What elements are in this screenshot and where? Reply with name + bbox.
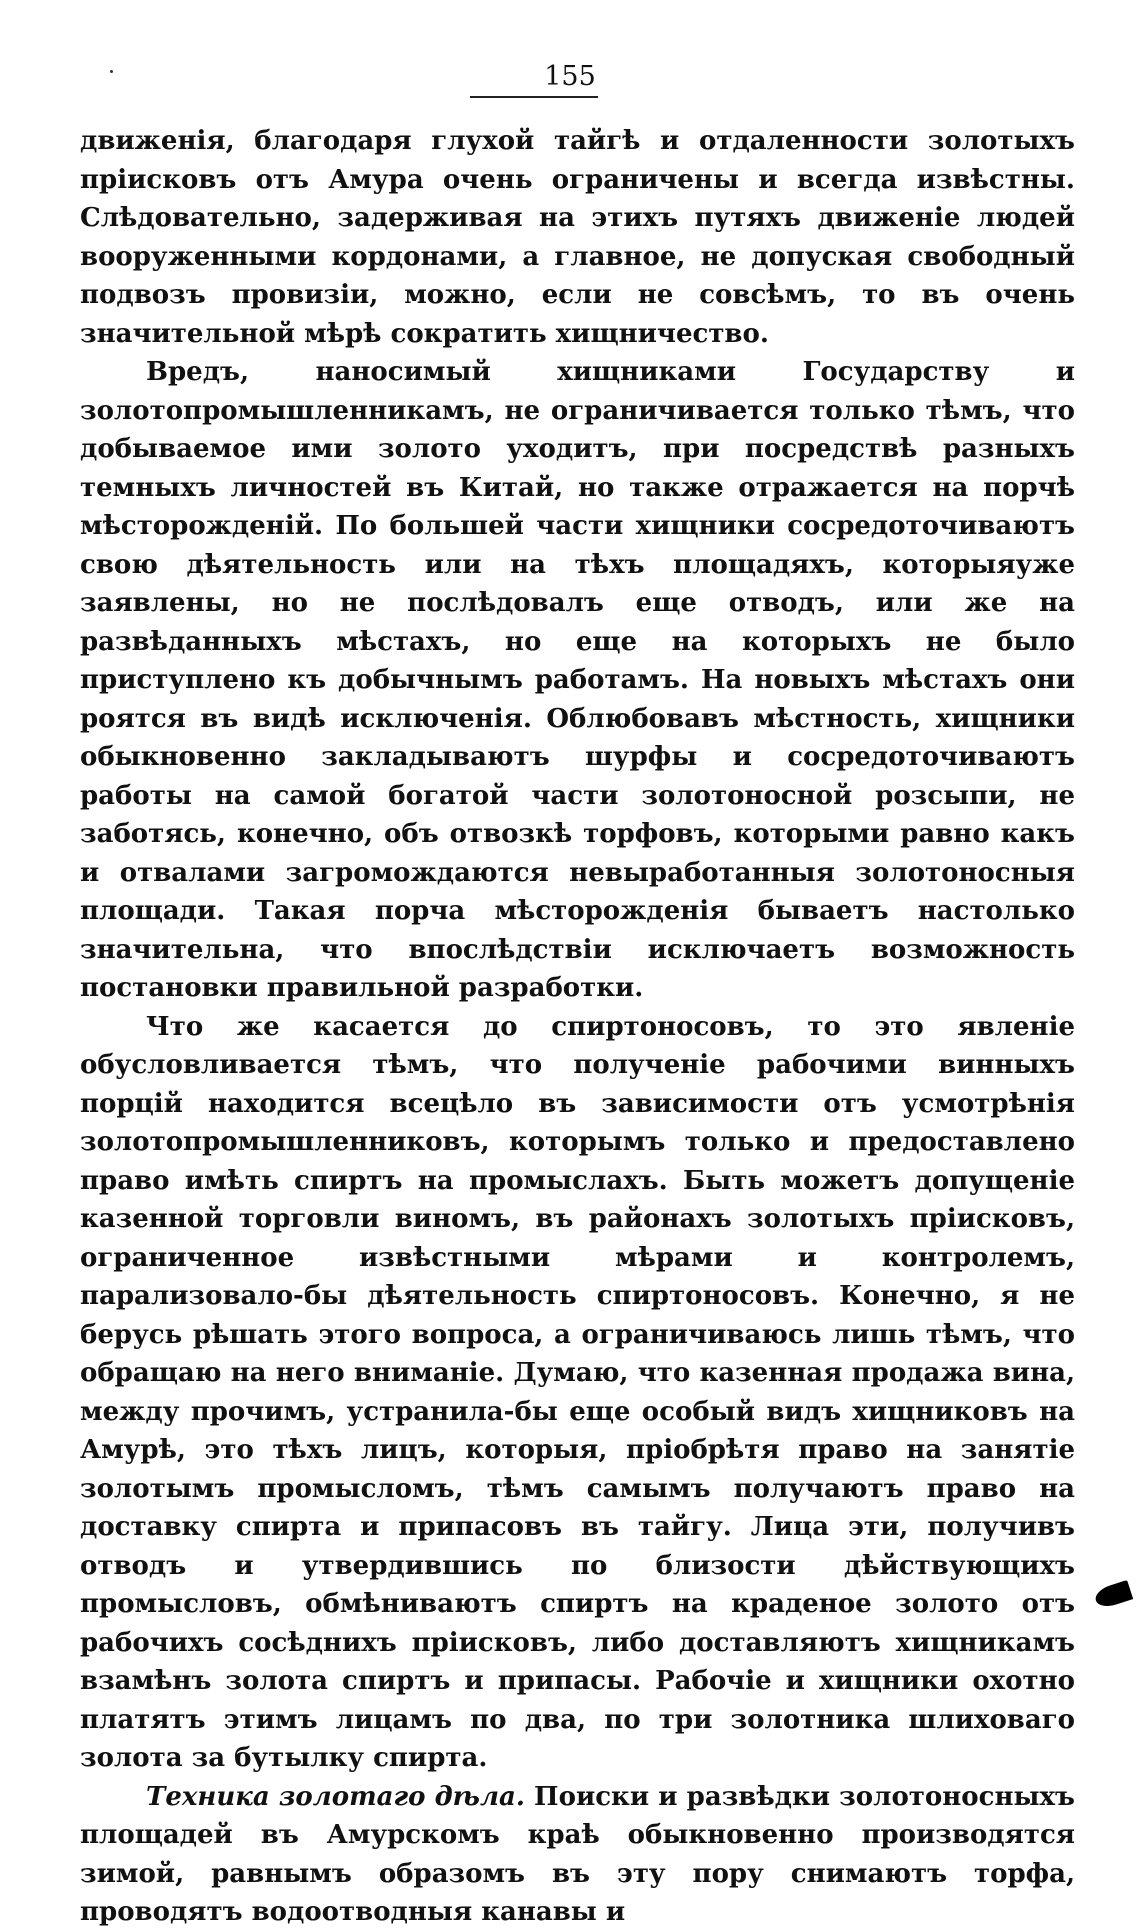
paragraph-gold-technique: [80, 1778, 1075, 1932]
page-body: [80, 122, 1075, 1932]
section-heading: Техника золотаго дѣла.: [146, 1781, 525, 1812]
page-number-rule: [470, 96, 598, 98]
page-corner-mark: [1093, 1580, 1133, 1610]
paragraph-spirit-carriers: Что же касается до спиртоносовъ, то это явленіе обусловливается тѣмъ, что полученіе рабочими винныхъ порцій находится всецѣло въ зависимости отъ усмотрѣнія золотопромышленниковъ, которымъ только и предоставлено право имѣть спиртъ на промыслахъ. Быть можетъ допущеніе казенной торговли виномъ, въ районахъ золотыхъ пріисковъ, ограниченное извѣстными мѣрами и контролемъ, парализовало-бы дѣятельность спиртоносовъ. Конечно, я не берусь рѣшать этого вопроса, а ограничиваюсь лишь тѣмъ, что обращаю на него вниманіе. Думаю, что казенная продажа вина, между прочимъ, устранила-бы еще особый видъ хищниковъ на Амурѣ, это тѣхъ лицъ, которыя, пріобрѣтя право на занятіе золотымъ промысломъ, тѣмъ самымъ получаютъ право на доставку спирта и припасовъ въ тайгу. Лица эти, получивъ отводъ и утвердившись по близости дѣйствующихъ промысловъ, обмѣниваютъ спиртъ на краденое золото отъ рабочихъ сосѣднихъ пріисковъ, либо доставляютъ хищникамъ взамѣнъ золота спиртъ и припасы. Рабочіе и хищники охотно платятъ этимъ лицамъ по два, по три золотника шлиховаго золота за бутылку спирта.: [80, 1011, 1075, 1773]
page-number: 155: [544, 61, 596, 92]
paragraph-text: Поиски и развѣдки золотоносныхъ площадей въ Амурскомъ краѣ обыкновенно производятся зимой, равнымъ образомъ въ эту пору снимаютъ торфа, проводятъ водоотводныя канавы и: [80, 1781, 1075, 1927]
paragraph-damage: Вредъ, наносимый хищниками Государству и золотопромышленникамъ, не ограничивается только тѣмъ, что добываемое ими золото уходитъ, при посредствѣ разныхъ темныхъ личностей въ Китай, но также отражается на порчѣ мѣсторожденій. По большей части хищники сосредоточиваютъ свою дѣятельность или на тѣхъ площадяхъ, которыяуже заявлены, но не послѣдовалъ еще отводъ, или же на развѣданныхъ мѣстахъ, но еще на которыхъ не было приступлено къ добычнымъ работамъ. На новыхъ мѣстахъ они роятся въ видѣ исключенія. Облюбовавъ мѣстность, хищники обыкновенно закладываютъ шурфы и сосредоточиваютъ работы на самой богатой части золотоносной розсыпи, не заботясь, конечно, объ отвозкѣ торфовъ, которыми равно какъ и отвалами загромождаются невыработанныя золотоносныя площади. Такая порча мѣсторожденія бываетъ настолько значительна, что впослѣдствіи исключаетъ возможность постановки правильной разработки.: [80, 357, 1075, 1003]
paragraph-continuation: движенія, благодаря глухой тайгѣ и отдаленности золотыхъ пріисковъ отъ Амура очень ограничены и всегда извѣстны. Слѣдовательно, задерживая на этихъ путяхъ движеніе людей вооруженными кордонами, а главное, не допуская свободный подвозъ провизіи, можно, если не совсѣмъ, то въ очень значительной мѣрѣ сократить хищничество.: [80, 126, 1075, 349]
